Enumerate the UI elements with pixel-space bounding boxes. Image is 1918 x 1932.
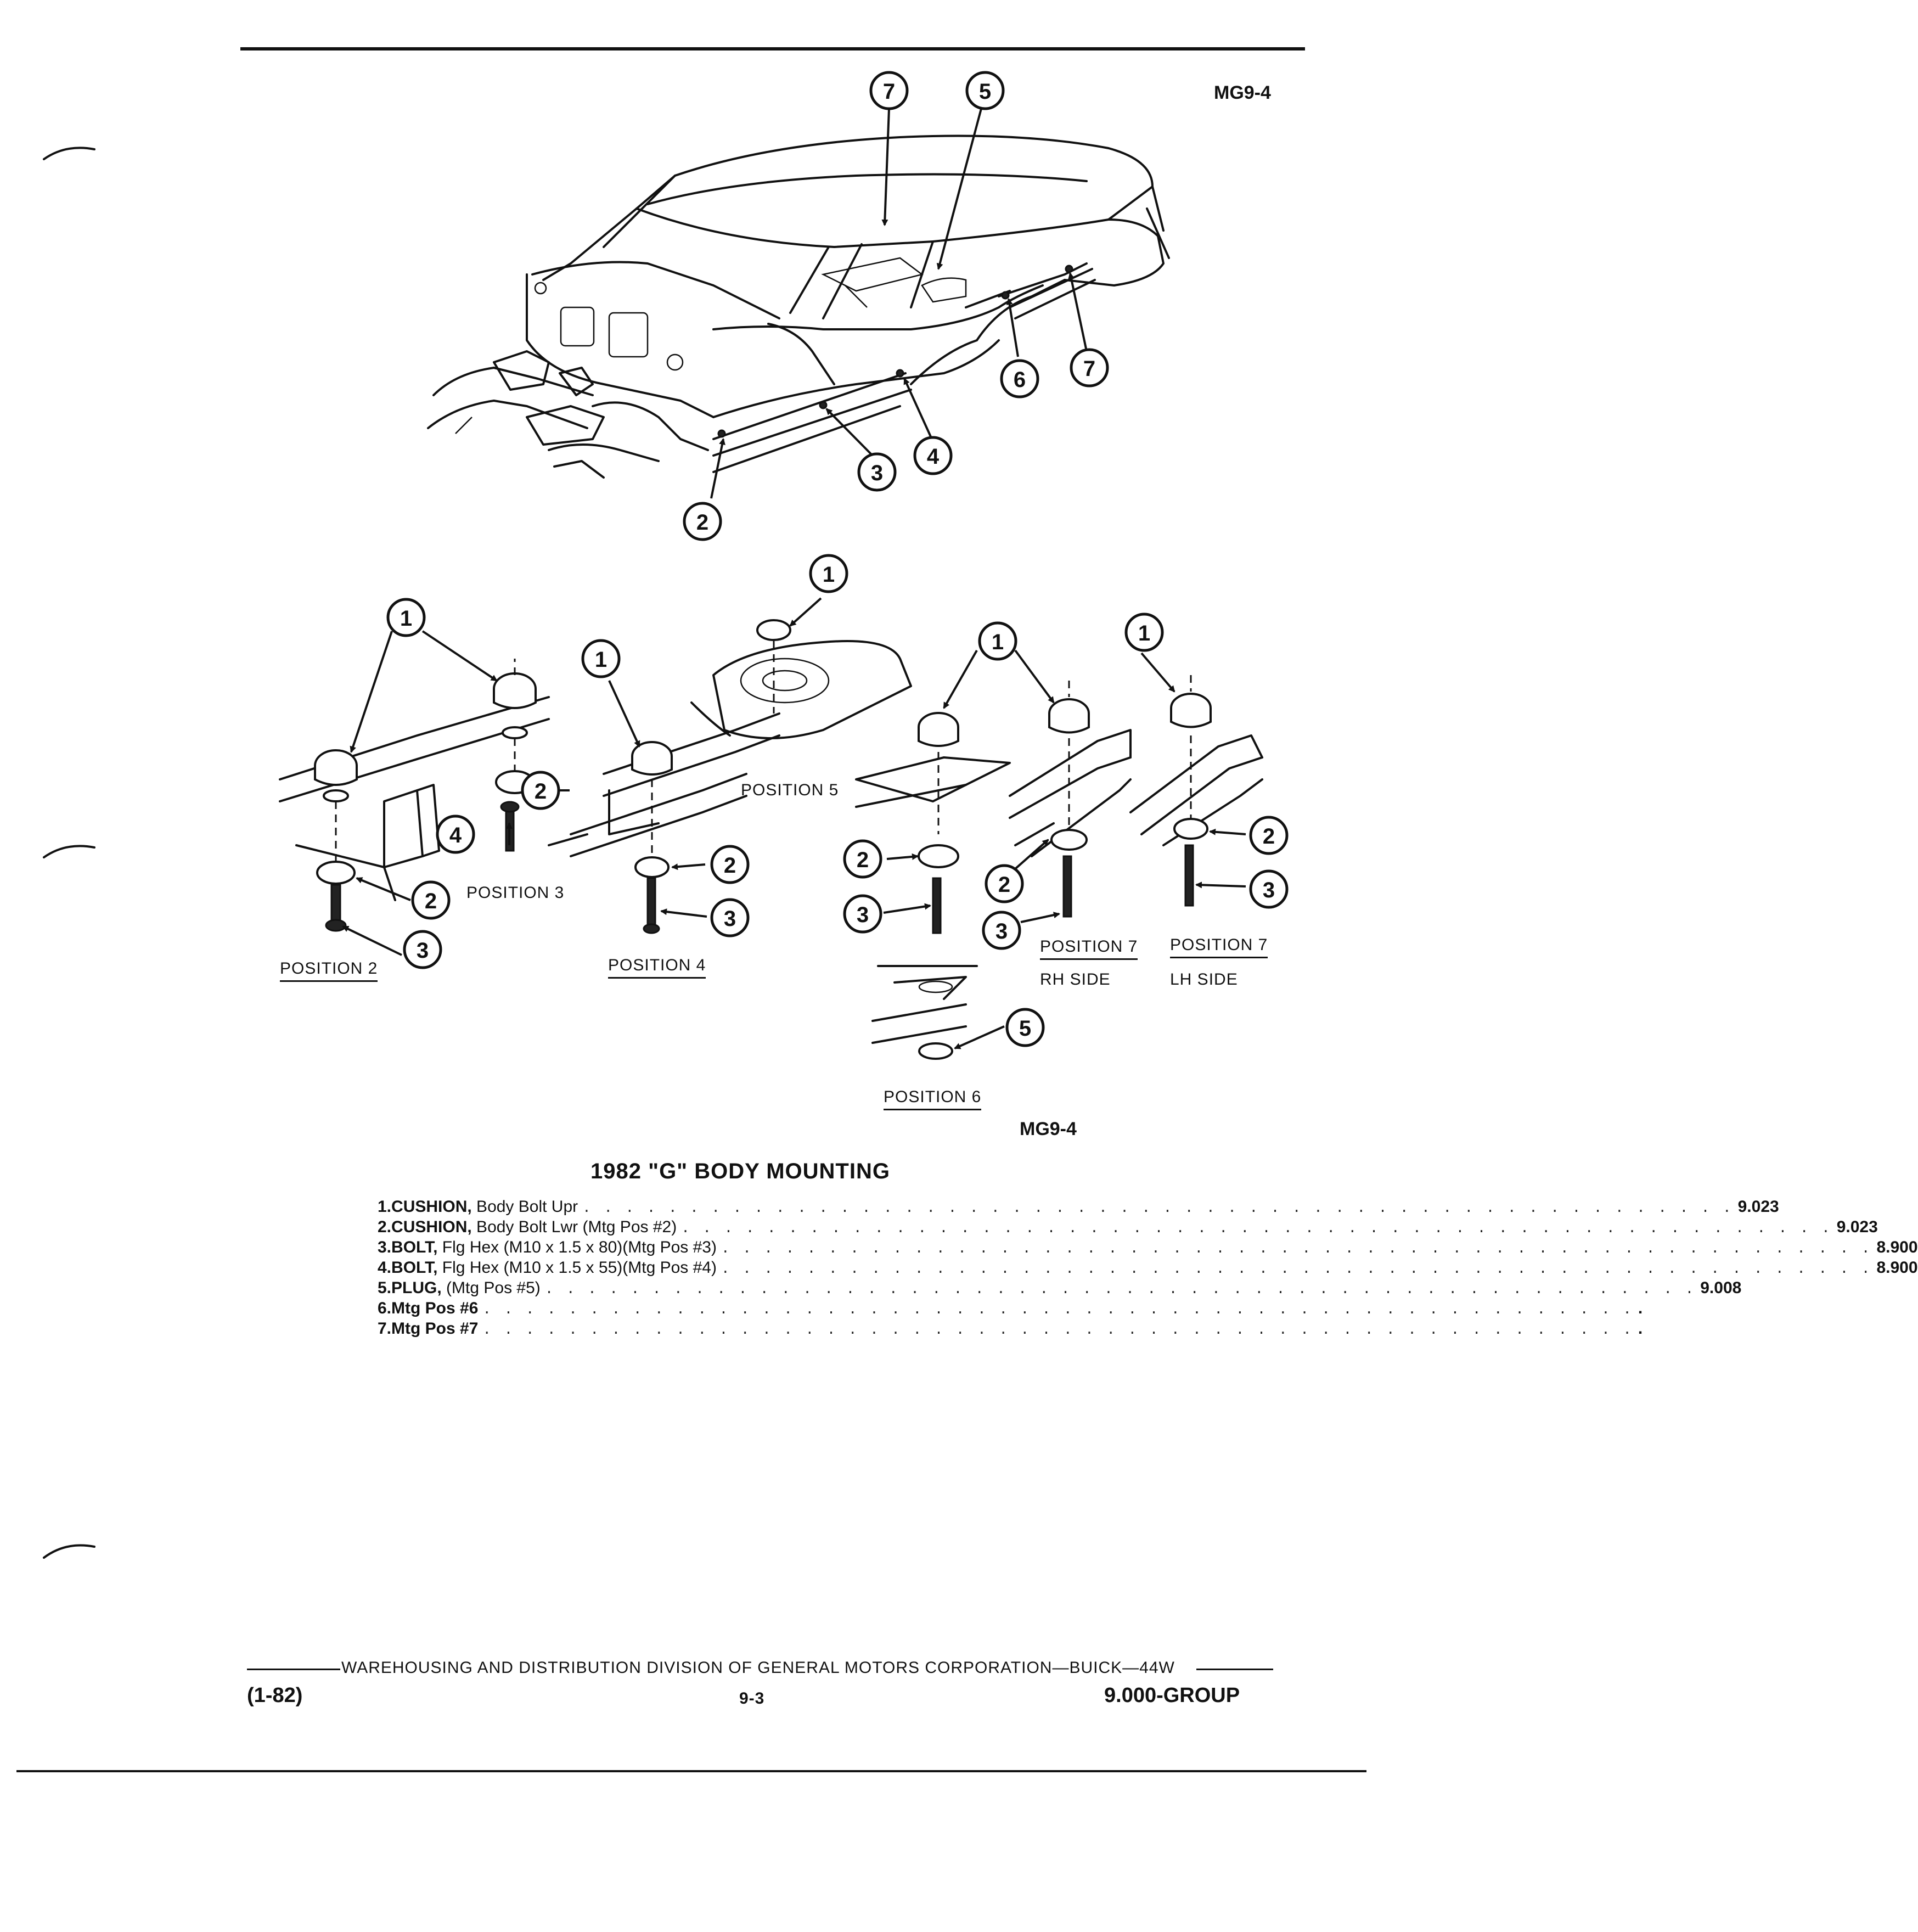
part-name: CUSHION, [391, 1198, 472, 1216]
punch-marks [44, 148, 94, 1558]
parts-row [378, 1198, 1779, 1218]
svg-text:5: 5 [978, 80, 992, 104]
svg-text:3: 3 [1262, 878, 1275, 902]
part-description: Flg Hex (M10 x 1.5 x 80)(Mtg Pos #3) [437, 1238, 717, 1256]
position-7-rh-label: POSITION 7 [1040, 937, 1138, 960]
callout-3-pos2 [404, 931, 441, 968]
callout-4-pos2 [437, 816, 474, 852]
svg-text:2: 2 [534, 779, 547, 804]
part-name: BOLT, [391, 1238, 438, 1256]
position-7-lh-side-label: LH SIDE [1170, 970, 1238, 989]
dot-leader: . . . . . . . . . . . . . . . . . . . . . . . . . . . . . . . . . . . . . . . . . . . . . . . . . . . . . . [482, 1301, 1634, 1318]
callout-1-pos5 [811, 555, 847, 592]
callout-2-pos7-rh [986, 866, 1022, 902]
svg-text:1: 1 [594, 648, 608, 672]
svg-text:7: 7 [882, 80, 896, 104]
svg-text:2: 2 [1262, 824, 1275, 849]
group-number: . [1638, 1299, 1643, 1317]
part-number: 2. [378, 1218, 392, 1236]
callout-2-pos4 [712, 846, 748, 883]
callout-5-pos6 [1007, 1009, 1043, 1046]
callout-1-pos7-lh [1126, 614, 1162, 650]
parts-row [378, 1279, 1742, 1299]
group-number: . [1638, 1319, 1643, 1338]
svg-text:3: 3 [995, 919, 1008, 943]
callout-3-pos7-rh [983, 912, 1020, 948]
parts-row [378, 1299, 1643, 1319]
position-7-rh-drawing [1010, 681, 1130, 917]
bottom-rule [16, 1770, 1366, 1772]
part-number: 3. [378, 1238, 392, 1256]
position-5-label: POSITION 5 [741, 781, 839, 799]
callout-2-pos2-lower [413, 882, 449, 918]
callout-7-top-right [1071, 350, 1107, 386]
parts-row [378, 1319, 1643, 1340]
callout-2-pos2-upper [522, 772, 559, 808]
svg-text:3: 3 [856, 903, 869, 927]
dot-leader: . . . . . . . . . . . . . . . . . . . . . . . . . . . . . . . . . . . . . . . . . . . . . . . . . . . . . . [721, 1261, 1872, 1277]
part-name: BOLT, [391, 1259, 438, 1277]
callout-2-top [684, 503, 721, 540]
group-number: 9.008 [1700, 1279, 1742, 1297]
position-7-rh-side-label: RH SIDE [1040, 970, 1111, 989]
callout-3-top [859, 454, 895, 490]
car-body-drawing [428, 136, 1169, 478]
svg-text:2: 2 [856, 848, 869, 872]
footer-rule-right [1196, 1669, 1273, 1670]
callout-6-top [1002, 361, 1038, 397]
part-description: (Mtg Pos #5) [441, 1279, 541, 1297]
figure-code-top: MG9-4 [1214, 82, 1271, 103]
part-number: 7. [378, 1319, 392, 1338]
footer-rule-left [247, 1669, 340, 1670]
position-3-label: POSITION 3 [466, 884, 565, 902]
part-number: 4. [378, 1259, 392, 1277]
footer-division-text: WAREHOUSING AND DISTRIBUTION DIVISION OF GENERAL MOTORS CORPORATION—BUICK—44W [341, 1659, 1175, 1677]
svg-text:1: 1 [822, 563, 835, 587]
group-number: 9.023 [1836, 1218, 1878, 1236]
position-6-label: POSITION 6 [884, 1088, 981, 1110]
svg-text:5: 5 [1019, 1016, 1032, 1041]
dot-leader: . . . . . . . . . . . . . . . . . . . . . . . . . . . . . . . . . . . . . . . . . . . . . . . . . . . . . . [681, 1220, 1832, 1237]
position-5-drawing [691, 620, 911, 738]
footer-group: 9.000-GROUP [1104, 1684, 1240, 1707]
parts-row [378, 1218, 1878, 1238]
part-number: 5. [378, 1279, 392, 1297]
callout-1-pos4 [583, 641, 619, 677]
svg-text:2: 2 [696, 510, 709, 535]
callout-2-pos7-lh [1251, 817, 1287, 853]
position-2-label: POSITION 2 [280, 959, 378, 982]
part-number: 1. [378, 1198, 392, 1216]
svg-text:3: 3 [870, 461, 884, 485]
callout-2-pos6 [845, 841, 881, 877]
footer-date: (1-82) [247, 1684, 303, 1707]
position-7-lh-label: POSITION 7 [1170, 936, 1268, 958]
callout-3-pos7-lh [1251, 871, 1287, 907]
part-number: 6. [378, 1299, 392, 1317]
parts-row [378, 1238, 1918, 1259]
part-name: Mtg Pos #6 [391, 1299, 479, 1317]
svg-text:2: 2 [998, 873, 1011, 897]
svg-text:7: 7 [1083, 357, 1096, 381]
dot-leader: . . . . . . . . . . . . . . . . . . . . . . . . . . . . . . . . . . . . . . . . . . . . . . . . . . . . . . [582, 1200, 1734, 1216]
callout-3-pos6 [845, 896, 881, 932]
svg-text:4: 4 [926, 445, 940, 469]
callout-5-top [967, 72, 1003, 109]
group-number: 9.023 [1737, 1198, 1779, 1216]
part-description: Body Bolt Lwr (Mtg Pos #2) [471, 1218, 677, 1236]
parts-list [378, 1198, 1918, 1340]
group-number: 8.900 [1876, 1238, 1918, 1256]
position-4-drawing [549, 714, 779, 933]
svg-text:3: 3 [723, 907, 736, 931]
figure-code-bottom: MG9-4 [1020, 1119, 1077, 1139]
part-name: PLUG, [391, 1279, 442, 1297]
callout-4-top [915, 437, 951, 474]
svg-text:4: 4 [449, 823, 462, 847]
dot-leader: . . . . . . . . . . . . . . . . . . . . . . . . . . . . . . . . . . . . . . . . . . . . . . . . . . . . . . [482, 1322, 1634, 1338]
svg-text:6: 6 [1013, 368, 1026, 392]
callout-1-pos2 [388, 599, 424, 636]
svg-text:2: 2 [723, 853, 736, 878]
svg-text:2: 2 [424, 889, 437, 913]
callout-7-top-left [871, 72, 907, 109]
dot-leader: . . . . . . . . . . . . . . . . . . . . . . . . . . . . . . . . . . . . . . . . . . . . . . . . . . . . . . [544, 1281, 1696, 1298]
svg-text:1: 1 [991, 630, 1004, 654]
part-description: Body Bolt Upr [471, 1198, 578, 1216]
svg-text:1: 1 [400, 606, 413, 631]
callout-3-pos4 [712, 900, 748, 936]
group-number: 8.900 [1876, 1259, 1918, 1277]
callout-1-pos6-pos7 [980, 623, 1016, 659]
position-7-lh-drawing [1130, 675, 1262, 906]
page-title: 1982 "G" BODY MOUNTING [590, 1159, 890, 1183]
footer-page-number: 9-3 [739, 1689, 765, 1708]
top-callout-leaders [711, 109, 1087, 498]
position-4-label: POSITION 4 [608, 956, 706, 979]
svg-text:1: 1 [1138, 621, 1151, 645]
part-description: Flg Hex (M10 x 1.5 x 55)(Mtg Pos #4) [437, 1259, 717, 1277]
parts-row [378, 1259, 1918, 1279]
part-name: CUSHION, [391, 1218, 472, 1236]
dot-leader: . . . . . . . . . . . . . . . . . . . . . . . . . . . . . . . . . . . . . . . . . . . . . . . . . . . . . . [721, 1240, 1872, 1257]
part-name: Mtg Pos #7 [391, 1319, 479, 1338]
svg-text:3: 3 [416, 939, 429, 963]
